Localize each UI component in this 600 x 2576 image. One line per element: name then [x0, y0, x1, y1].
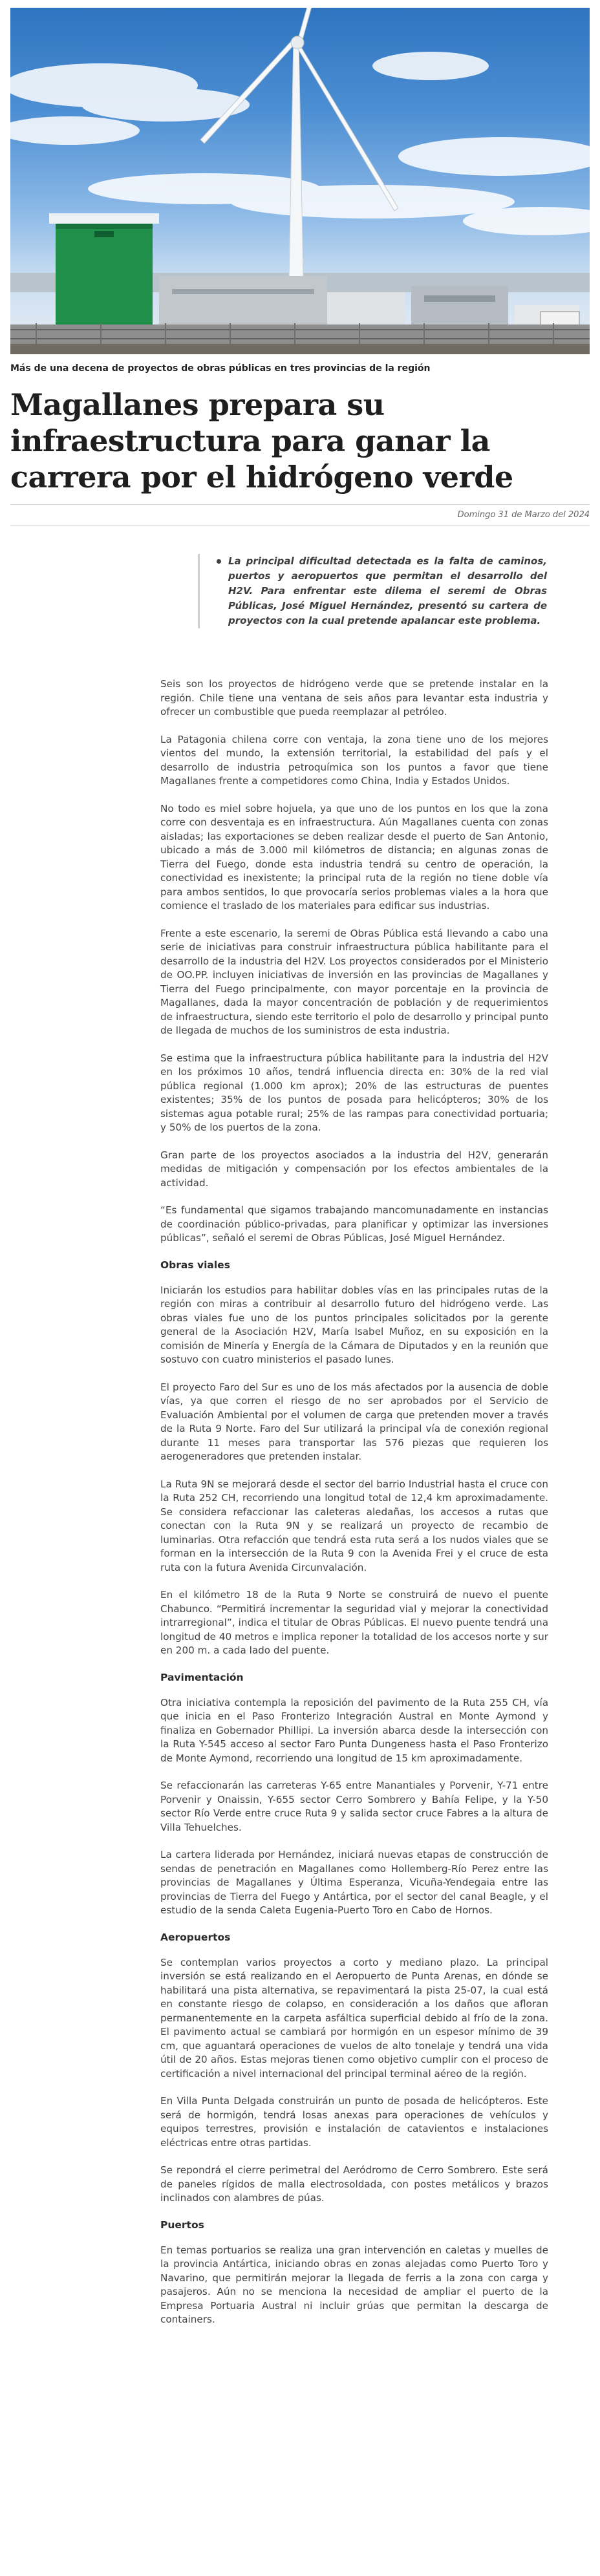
article-date: Domingo 31 de Marzo del 2024 — [457, 510, 590, 520]
body-paragraph: En el kilómetro 18 de la Ruta 9 Norte se construirá de nuevo el puente Chabunco. “Permitirá incrementar la seguridad vial y mejorar la conectividad intrarregional”, indica el titular de Obras Públicas. El nuevo puente tendrá una longitud de 40 metros e implica reponer la totalidad de los accesos norte y sur en 200 m. a cada lado del puente. — [160, 1589, 548, 1656]
body-paragraph: En Villa Punta Delgada construirán un punto de posada de helicópteros. Este será de hormigón, tendrá losas anexas para operaciones de vehículos y equipos terrestres, provisión e instalación de catavientos e instalaciones eléctricas entre otras partidas. — [160, 2095, 548, 2149]
body-paragraph: “Es fundamental que sigamos trabajando mancomunadamente en instancias de coordinación público-privadas, para planificar y optimizar las inversiones públicas”, señaló el seremi de Obras Públicas, José Miguel Hernández. — [160, 1204, 548, 1244]
body-paragraph: El proyecto Faro del Sur es uno de los más afectados por la ausencia de doble vías, ya que corren el riesgo de no ser aprobados por el Servicio de Evaluación Ambiental por el volumen de carga que pretenden mover a través de la Ruta 9 Norte. Faro del Sur utilizará la principal vía de conexión regional durante 11 meses para transportar las 576 piezas que requieren los aerogeneradores que pretenden instalar. — [160, 1381, 548, 1462]
body-paragraph: Se estima que la infraestructura pública habilitante para la industria del H2V en los próximos 10 años, tendrá influencia directa en: 30% de la red vial pública regional (1.000 km aprox); 20% de las estructuras de puentes existentes; 35% de los puntos de posada para helicópteros; 30% de los sistemas agua potable rural; 25% de las rampas para conectividad portuaria; y 50% de los puertos de la zona. — [160, 1052, 548, 1133]
body-paragraph: Frente a este escenario, la seremi de Obras Pública está llevando a cabo una serie de iniciativas para construir infraestructura pública habilitante para el desarrollo de la industria del H2V. Los proyectos considerados por el Ministerio de OO.PP. incluyen iniciativas de inversión en las provincias de Magallanes y Tierra del Fuego principalmente, con mayor porcentaje en la provincia de Magallanes, dada la mayor concentración de población y de requerimientos de infraestructura, siendo este territorio el polo de desarrollo y principal punto de llegada de muchos de los suministros de esta industria. — [160, 927, 548, 1036]
image-caption: Más de una decena de proyectos de obras públicas en tres provincias de la región — [10, 363, 431, 374]
body-paragraph: La cartera liderada por Hernández, iniciará nuevas etapas de construcción de sendas de penetración en Magallanes como Hollemberg-Río Perez entre las provincias de Magallanes y Última Esperanza, Vicuña-Yendegaia entre las provincias de Tierra del Fuego y Antártica, por el sector del canal Beagle, y el estudio de la senda Caleta Eugenia-Puerto Toro en Cabo de Hornos. — [160, 1849, 548, 1916]
body-paragraph: Gran parte de los proyectos asociados a la industria del H2V, generarán medidas de mitigación y compensación por los efectos ambientales de la actividad. — [160, 1149, 548, 1189]
section-heading-aeropuertos: Aeropuertos — [160, 1931, 231, 1943]
body-paragraph: No todo es miel sobre hojuela, ya que uno de los puntos en los que la zona corre con desventaja es en infraestructura. Aún Magallanes cuenta con zonas aisladas; las exportaciones se deben realizar desde el puerto de San Antonio, ubicado a más de 3.000 mil kilómetros de distancia; en algunas zonas de Tierra del Fuego, donde esta industria tendrá su centro de operación, la conectividad es inexistente; la principal ruta de la región no tiene doble vía para ambos sentidos, lo que provocaría serios problemas viales a la hora que comience el traslado de los materiales para edificar sus industrias. — [160, 802, 548, 911]
section-heading-puertos: Puertos — [160, 2219, 204, 2231]
lead-text: La principal dificultad detectada es la falta de caminos, puertos y aeropuertos que permitan el desarrollo del H2V. Para enfrentar este dilema el seremi de Obras Públicas, José Miguel Hernández, presentó su cartera de proyectos con la cual pretende apalancar este problema. — [228, 555, 547, 626]
hero-image — [10, 8, 590, 354]
hero-illustration — [10, 8, 590, 354]
lead-quote — [198, 554, 547, 628]
section-heading-pavimentacion: Pavimentación — [160, 1671, 244, 1683]
bullet-icon — [217, 559, 221, 564]
body-paragraph: Se contemplan varios proyectos a corto y mediano plazo. La principal inversión se está realizando en el Aeropuerto de Punta Arenas, en dónde se habilitará una pista alternativa, se repavimentará la pista 25-07, la cual está en constante riesgo de colapso, en consideración a los daños que afloran permanentemente en la carpeta asfáltica superficial debido al frío de la zona. El pavimento actual se cambiará por hormigón en un espesor mínimo de 39 cm, que aguantará operaciones de vuelos de alto tonelaje y tendrá una vida útil de 20 años. Estas mejoras tienen como objetivo cumplir con el proceso de certificación a nivel internacional del principal terminal aéreo de la región. — [160, 1956, 548, 2080]
article-title: Magallanes prepara su infraestructura para ganar la carrera por el hidrógeno verde — [10, 387, 513, 495]
body-paragraph: En temas portuarios se realiza una gran intervención en caletas y muelles de la provincia Antártica, iniciando obras en zonas alejadas como Puerto Toro y Navarino, que permitirán mejorar la llegada de ferris a la zona con carga y pasajeros. Aún no se menciona la necesidad de ampliar el puerto de la Empresa Portuaria Austral ni incluir grúas que permitan la descarga de containers. — [160, 2244, 548, 2325]
article-body — [160, 677, 548, 2327]
body-paragraph: Iniciarán los estudios para habilitar dobles vías en las principales rutas de la región con miras a contribuir al desarrollo futuro del hidrógeno verde. Las obras viales fue uno de los puntos principales solicitados por la gerente general de la Asociación H2V, María Isabel Muñoz, en su exposición en la comisión de Minería y Energía de la Cámara de Diputados y en la reunión que sostuvo con cuatro ministerios el pasado lunes. — [160, 1284, 548, 1365]
body-paragraph: Otra iniciativa contempla la reposición del pavimento de la Ruta 255 CH, vía que inicia en el Paso Fronterizo Integración Austral en Monte Aymond y finaliza en Gobernador Phillipi. La inversión abarca desde la intersección con la Ruta Y-545 acceso al sector Faro Punta Dungeness hasta el Paso Fronterizo de Monte Aymond, recorriendo una longitud de 15 km aproximadamente. — [160, 1696, 548, 1764]
body-paragraph: La Patagonia chilena corre con ventaja, la zona tiene uno de los mejores vientos del mundo, la extensión territorial, la estabilidad del país y el desarrollo de industria petroquímica son los puntos a favor que tiene Magallanes frente a competidores como China, India y Estados Unidos. — [160, 733, 548, 787]
body-paragraph: Seis son los proyectos de hidrógeno verde que se pretende instalar en la región. Chile tiene una ventana de seis años para levantar esta industria y ofrecer un combustible que pueda reemplazar al petróleo. — [160, 678, 548, 718]
body-paragraph: La Ruta 9N se mejorará desde el sector del barrio Industrial hasta el cruce con la Ruta 252 CH, recorriendo una longitud total de 12,4 km aproximadamente. Se considera refaccionar las caleteras aledañas, los accesos a rutas que conectan con la Ruta 9N y se realizará un proyecto de recambio de luminarias. Otra refacción que tendrá esta ruta será a los nudos viales que se forman en la intersección de la Ruta 9 con la Avenida Frei y el cruce de esta ruta con la futura Avenida Circunvalación. — [160, 1478, 548, 1573]
article-page — [0, 8, 600, 2327]
section-heading-obras-viales: Obras viales — [160, 1259, 230, 1271]
article-date-bar — [10, 504, 590, 526]
body-paragraph: Se repondrá el cierre perimetral del Aeródromo de Cerro Sombrero. Este será de paneles rígidos de malla electrosoldada, con postes metálicos y brazos inclinados con alambres de púas. — [160, 2164, 548, 2204]
body-paragraph: Se refaccionarán las carreteras Y-65 entre Manantiales y Porvenir, Y-71 entre Porvenir y Onaissin, Y-655 sector Cerro Sombrero y Bahía Felipe, y la Y-50 sector Río Verde entre cruce Ruta 9 y salida sector cruce Fabres a la altura de Villa Tehuelches. — [160, 1780, 548, 1833]
